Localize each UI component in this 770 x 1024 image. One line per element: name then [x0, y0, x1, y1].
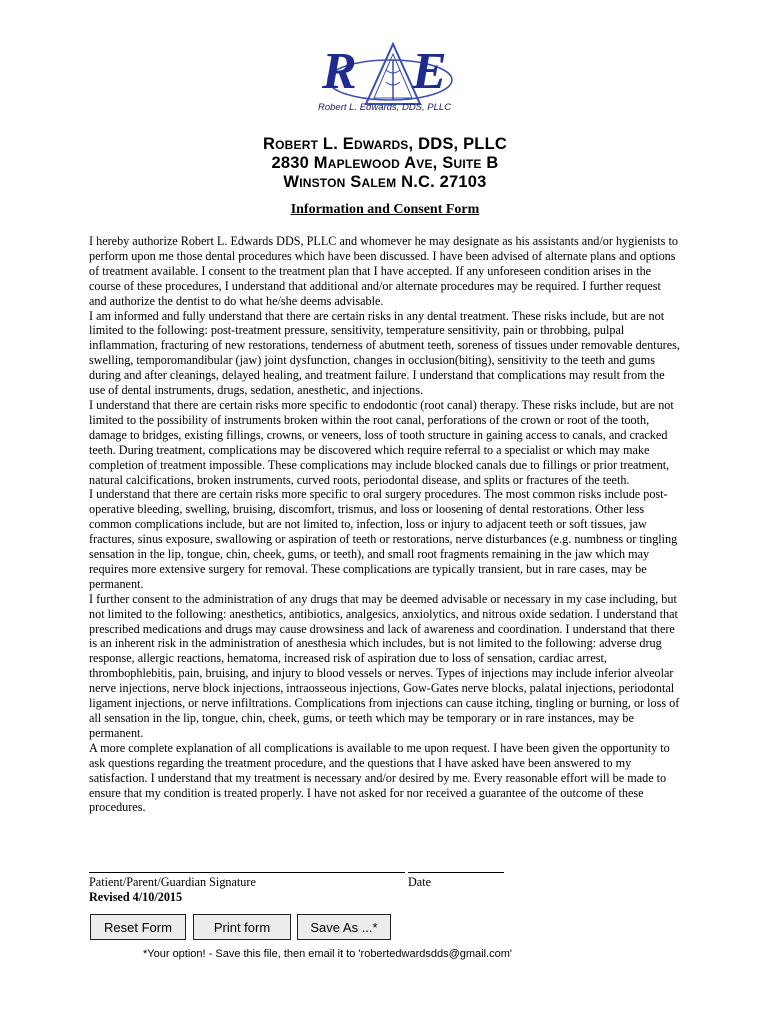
paragraph-authorization: I hereby authorize Robert L. Edwards DDS, PLLC and whomever he may designate as his assistants and/or hygienists to perform upon me those dental procedures which have been discussed. I have been advised of alternate plans and options of treatment available. I consent to the treatment plan that I have accepted. If any unforeseen condition arises in the course of these procedures, I understand that additional and/or alternate procedures may be required. I further request and authorize the dentist to do what he/she deems advisable. — [89, 234, 678, 308]
date-line[interactable] — [408, 872, 504, 873]
print-form-button[interactable]: Print form — [193, 914, 291, 940]
logo-letter-r: R — [322, 43, 357, 100]
paragraph-general-risks: I am informed and fully understand that there are certain risks in any dental treatment. These risks include, but are not limited to the following: post-treatment pressure, sensitivity, temperature sensitivity, pain or throbbing, pulpal inflammation, fracturing of new restorations, tenderness of abutment teeth, soreness of tissues under removable dentures, swelling, temporomandibular (jaw) joint dysfunction, changes in occlusion(biting), sensitivity to the teeth and gums during and after cleanings, delayed healing, and treatment failure. I understand that complications may result from the use of dental instruments, drugs, sedation, anesthetic, and injections. — [89, 308, 680, 398]
form-title: Information and Consent Form — [290, 202, 480, 217]
paragraph-oral-surgery-risks: I understand that there are certain risks more specific to oral surgery procedures. The most common risks include post-operative bleeding, swelling, bruising, discomfort, trismus, and loss or loosening of dental restorations. Other less common complications include, but are not limited to, infection, loss or injury to adjacent teeth or soft tissues, jaw fractures, sinus exposure, swallowing or aspiration of teeth or restorations, nerve disturbances (e.g. numbness or tingling sensation in the lip, tongue, chin, cheek, gums, or teeth), and small root fragments remaining in the jaw which may requires more extensive surgery for removal. These complications are typically transient, but in rare cases, may be permanent. — [89, 487, 678, 591]
paragraph-endodontic-risks: I understand that there are certain risks more specific to endodontic (root canal) therapy. These risks include, but are not limited to the possibility of instruments broken within the root canal, perforations of the crown or root of the tooth, damage to bridges, existing fillings, crowns, or veneers, loss of tooth structure in gaining access to canals, and cracked teeth. During treatment, complications may be discovered which require referral to a specialist or which may make completion of treatment impossible. These complications may include blocked canals due to fillings or prior treatment, natural calcifications, broken instruments, curved roots, periodontal disease, and splits or fractures of the teeth. — [89, 397, 674, 487]
consent-body — [89, 234, 681, 815]
logo-letter-e: E — [412, 43, 447, 100]
paragraph-explanation: A more complete explanation of all complications is available to me upon request. I have been given the opportunity to ask questions regarding the treatment procedure, and the questions that I have asked have been answered to my satisfaction. I understand that my treatment is necessary and/or desired by me. Every reasonable effort will be made to ensure that my condition is treated properly. I have not asked for nor received a guarantee of the outcome of these procedures. — [89, 740, 670, 815]
save-as-button[interactable]: Save As ...* — [297, 914, 391, 940]
reset-form-button[interactable]: Reset Form — [90, 914, 186, 940]
date-label: Date — [408, 875, 432, 889]
revised-date: Revised 4/10/2015 — [89, 890, 183, 904]
save-email-note: *Your option! - Save this file, then email it to 'robertedwardsdds@gmail.com' — [143, 948, 512, 960]
signature-label: Patient/Parent/Guardian Signature — [89, 875, 256, 889]
letterhead-street-address: 2830 Maplewood Ave, Suite B — [271, 154, 499, 172]
letterhead-city-state-zip: Winston Salem N.C. 27103 — [283, 173, 487, 191]
letterhead-practice-name: Robert L. Edwards, DDS, PLLC — [263, 135, 507, 153]
letterhead — [0, 135, 770, 192]
paragraph-drug-consent: I further consent to the administration of any drugs that may be deemed advisable or necessary in my case including, but not limited to the following: anesthetics, antibiotics, analgesics, anxiolytics, and nitrous oxide sedation. I understand that prescribed medications and drugs may cause drowsiness and lack of awareness and coordination. I understand that there is an inherent risk in the administration of anesthesia which includes, but is not limited to the following: adverse drug response, allergic reactions, hematoma, increased risk of aspiration due to loss of sensation, cardiac arrest, thrombophlebitis, pain, bruising, and injury to blood vessels or nerves. Types of injections may include inferior alveolar nerve injections, nerve block injections, intraosseous injections, Gow-Gates nerve blocks, palatal injections, periodontal ligament injections, or nerve infiltrations. Complications from injections can cause itching, tingling or burning, or loss of all sensation in the lip, tongue, chin, cheek, gums, or teeth which may be temporary or in rare instances, may be permanent. — [89, 591, 680, 740]
logo-caption: Robert L. Edwards, DDS, PLLC — [318, 102, 452, 113]
signature-line[interactable] — [89, 872, 405, 873]
